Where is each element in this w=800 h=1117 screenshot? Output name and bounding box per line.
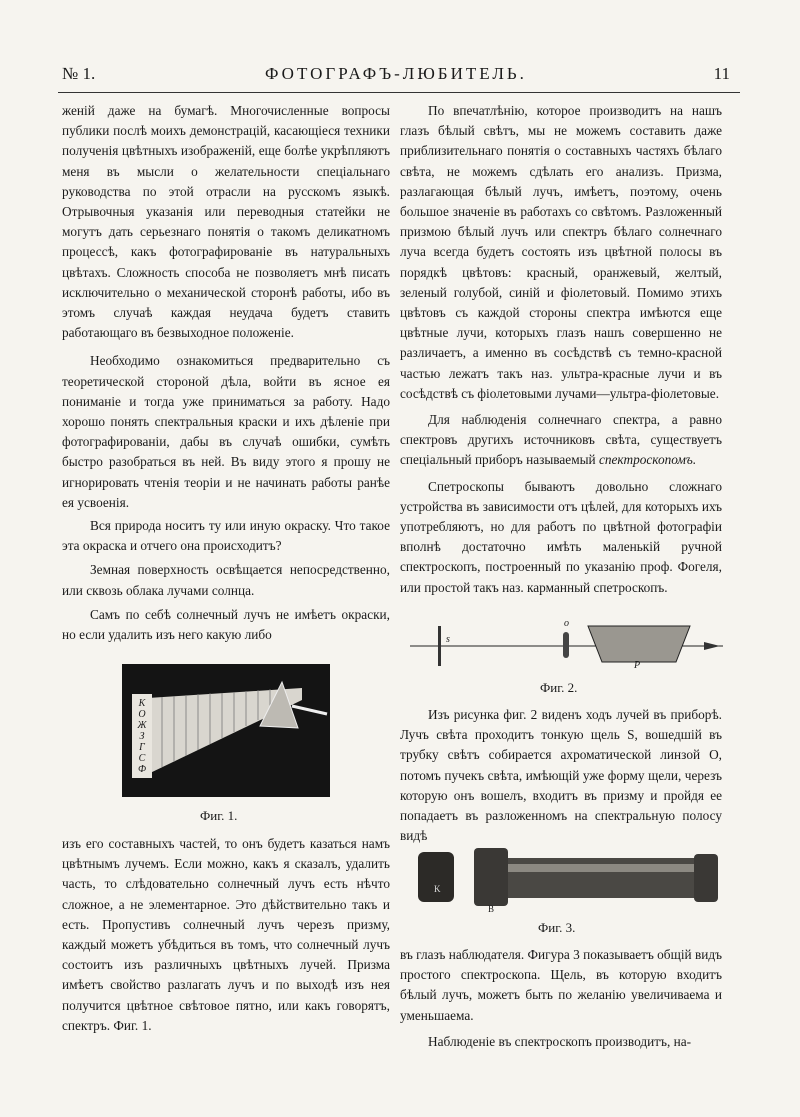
- right-block-1: [400, 101, 722, 598]
- paragraph: изъ его составныхъ частей, то онъ будетъ казаться намъ цвѣтнымъ лучемъ. Если можно, какъ я сказалъ, удалить часть, то слѣдовательно солнечный лучъ есть нѣчто сложное, а не элементарное. Это дѣйствительно такъ и есть. Пропустивъ солнечный лучъ черезъ призму, каждый можетъ убѣдиться въ томъ, что солнечный лучъ состоитъ изъ различныхъ цвѣтныхъ лучей. Призма имѣетъ свойство разлагать лучъ и по выходѣ изъ нея получится цвѣтное свѣтовое пятно, или какъ говорятъ, спектръ. Фиг. 1.: [62, 836, 390, 1033]
- letter: Ф: [137, 764, 147, 775]
- figure-3-caption: Фиг. 3.: [538, 920, 576, 935]
- figure-1-prism-spectrum: [122, 664, 330, 797]
- spectroscope-illustration: [408, 836, 726, 916]
- paragraph: Вся природа носитъ ту или иную окраску. Что такое эта окраска и отчего она происходитъ?: [62, 518, 390, 554]
- spectrum-color-letters: [132, 698, 152, 775]
- prism-spectrum-illustration: [122, 664, 330, 797]
- paragraph: Спетроскопы бываютъ довольно сложнаго устройства въ зависимости отъ цѣлей, для которыхъ ихъ употребляютъ, но для работъ по цвѣтной фотографіи вполнѣ достаточно имѣть маленькій ручной спектроскопъ, построенный по указанію проф. Фогеля, или простой такъ наз. карманный спетроскопъ.: [400, 478, 722, 595]
- page-number: 11: [713, 64, 730, 83]
- paragraph: По впечатлѣнію, которое производитъ на нашъ глазъ бѣлый свѣтъ, мы не можемъ составить даже приблизительнаго понятія о составныхъ частяхъ бѣлаго свѣта, не можемъ сдѣлать его анализъ. Призма, разлагающая бѣлый лучъ, имѣетъ, поэтому, очень большое значеніе въ работахъ со свѣтомъ. Разложенный призмою бѣлый лучъ или спектръ бѣлаго солнечнаго луча всегда будетъ состоять изъ цвѣтной полосы въ порядкѣ цвѣтовъ: красный, оранжевый, желтый, зеленый голубой, синій и фіолетовый. Помимо этихъ цвѣтовъ съ каждой стороны спектра имѣются еще цвѣтные лучи, которыхъ глазъ нашъ совершенно не различаетъ, а именно въ сосѣдствѣ съ темно-красной частью лежатъ такъ наз. ультра-красные лучи и въ сосѣдствѣ съ фіолетовыми лучами—ультра-фіолетовые.: [400, 103, 722, 401]
- paragraph: Самъ по себѣ солнечный лучъ не имѣетъ окраски, но если удалить изъ него какую либо: [62, 606, 390, 643]
- label-k: K: [434, 884, 441, 894]
- paragraph: [400, 410, 722, 471]
- letter: С: [138, 753, 146, 764]
- paragraph: Необходимо ознакомиться предварительно съ теоретической стороной дѣла, войти въ ясное ея пониманіе и тогда уже приниматься за работу. Надо хорошо понять спектральныя краски и ихъ дѣленіе при фотографированіи, дабы въ случаѣ ошибки, сумѣть быстро разобраться въ ней. Въ виду этого я прошу не игнорировать чтенія теоріи и не начинать работы ранѣе ея усвоенія.: [62, 353, 390, 510]
- letter: Ж: [137, 720, 147, 731]
- paragraph: Изъ рисунка фиг. 2 виденъ ходъ лучей въ приборѣ. Лучъ свѣта проходитъ тонкую щель S, вошедшій въ трубку свѣтъ собирается ахроматической линзой O, потомъ пучекъ свѣта, имѣющій уже форму щели, черезъ которую онъ вошелъ, входитъ въ призму и пройдя ее попадаетъ въ разложенномъ на спектральную полосу видѣ: [400, 707, 722, 844]
- label-lens: o: [564, 618, 569, 629]
- figure-1-caption: Фиг. 1.: [200, 808, 238, 823]
- label-prism: P: [634, 660, 641, 671]
- left-block-3: [62, 834, 390, 1036]
- right-block-2: [400, 705, 722, 846]
- left-block-1: [62, 101, 390, 513]
- paragraph: Земная поверхность освѣщается непосредственно, или сквозь облака лучами солнца.: [62, 562, 390, 598]
- journal-title: ФОТОГРАФЪ-ЛЮБИТЕЛЬ.: [265, 64, 527, 83]
- issue-number: № 1.: [62, 64, 96, 83]
- text: Для наблюденія солнечнаго спектра, а равно спектровъ другихъ источниковъ свѣта, существуетъ спеціальный приборъ называемый: [400, 412, 722, 468]
- letter: О: [138, 709, 146, 720]
- letter: К: [138, 698, 146, 709]
- label-b: B: [488, 904, 495, 914]
- header-rule: [58, 92, 740, 93]
- paragraph: въ глазъ наблюдателя. Фигура 3 показываетъ общій видъ простого спектроскопа. Щель, въ которую входитъ бѣлый лучъ, можетъ быть по желанію увеличиваема и уменьшаема.: [400, 947, 722, 1023]
- paragraph: женій даже на бумагѣ. Многочисленные вопросы публики послѣ моихъ демонстрацій, касающіеся техники полученія цвѣтныхъ изображеній, еще болѣе укрѣпляютъ меня въ мысли о желательности спеціальнаго руководства по этой отрасли на русскомъ языкѣ. Отрывочныя указанія или переводныя статейки не могутъ дать серьезнаго понятія о такомъ деликатномъ процессѣ, какъ фотографированіе въ натуральныхъ цвѣтахъ. Сложность способа не позволяетъ мнѣ писать исключительно о механической сторонѣ работы, ибо въ этомъ случаѣ каждая неудача будетъ ставить работающаго въ безвыходное положеніе.: [62, 103, 390, 341]
- letter: З: [139, 731, 145, 742]
- figure-2-ray-path: [408, 616, 728, 676]
- figure-3-pocket-spectroscope: [408, 836, 726, 916]
- right-block-3: [400, 945, 722, 1052]
- letter: Г: [139, 742, 145, 753]
- term-spectroscope: спектроскопомъ.: [598, 452, 697, 468]
- paragraph: Наблюденіе въ спектроскопъ производитъ, на-: [428, 1033, 692, 1049]
- running-header: [62, 64, 730, 90]
- left-block-2: [62, 516, 390, 645]
- label-slit: s: [446, 634, 450, 645]
- figure-2-caption: Фиг. 2.: [540, 680, 578, 695]
